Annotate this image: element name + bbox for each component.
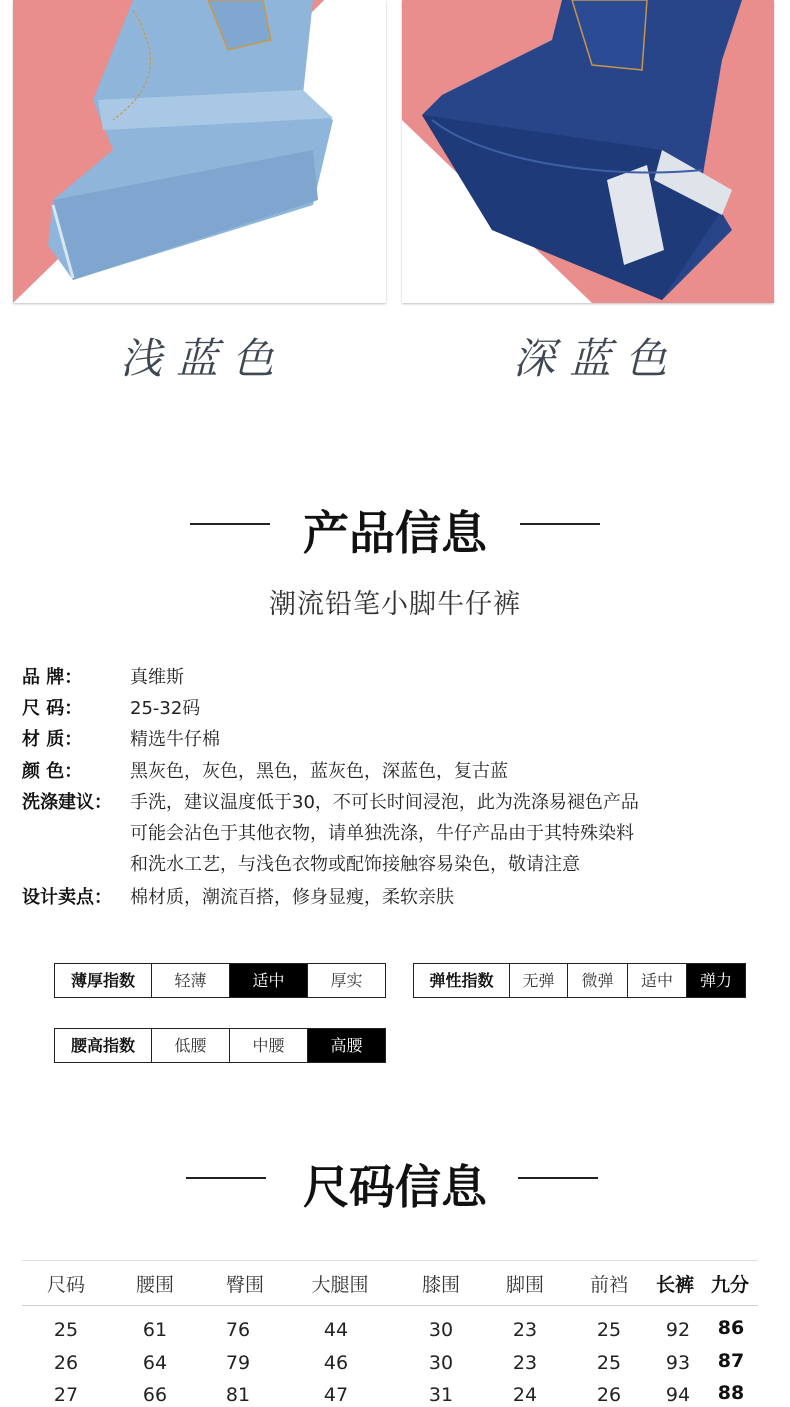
index-option-selected: 适中: [229, 964, 307, 997]
table-cell: 30: [428, 1352, 454, 1374]
product-subtitle: 潮流铅笔小脚牛仔裤: [269, 589, 521, 620]
info-label: 颜 色：: [22, 761, 83, 782]
thickness-index: [54, 963, 386, 998]
table-cell: 46: [323, 1352, 349, 1374]
table-cell: 30: [428, 1319, 454, 1341]
index-option-selected: 弹力: [686, 964, 745, 997]
info-label: 品 牌：: [22, 667, 83, 688]
info-label: 设计卖点：: [22, 887, 112, 908]
info-value: 棉材质，潮流百搭，修身显瘦，柔软亲肤: [130, 887, 454, 908]
col-header-knee: 膝围: [421, 1274, 461, 1296]
table-cell: 26: [53, 1352, 79, 1374]
table-cell: 94: [665, 1384, 691, 1406]
index-option: 无弹: [509, 964, 567, 997]
table-cell: 27: [53, 1384, 79, 1406]
info-label: 洗涤建议：: [22, 792, 112, 813]
info-value: 真维斯: [130, 667, 184, 688]
table-cell: 25: [596, 1319, 622, 1341]
table-cell: 26: [596, 1384, 622, 1406]
index-option: 低腰: [151, 1029, 229, 1062]
col-header-size: 尺码: [46, 1274, 86, 1296]
size-table-header: [22, 1260, 758, 1306]
table-cell: 88: [717, 1382, 745, 1404]
table-cell: 31: [428, 1384, 454, 1406]
care-line: 和洗水工艺，与浅色衣物或配饰接触容易染色，敬请注意: [130, 854, 580, 875]
col-header-ankle: 脚围: [505, 1274, 545, 1296]
info-label: 尺 码：: [22, 698, 83, 719]
col-header-hip: 臀围: [225, 1274, 265, 1296]
info-value: [130, 787, 770, 880]
info-value: 精选牛仔棉: [130, 729, 220, 750]
index-label: 腰高指数: [70, 1036, 135, 1055]
heading-divider-right: [518, 1177, 598, 1179]
table-cell: 44: [323, 1319, 349, 1341]
table-cell: 93: [665, 1352, 691, 1374]
table-cell: 76: [225, 1319, 251, 1341]
elasticity-index: [413, 963, 746, 998]
table-cell: 87: [717, 1350, 745, 1372]
col-header-thigh: 大腿围: [311, 1274, 369, 1296]
table-cell: 81: [225, 1384, 251, 1406]
table-cell: 86: [717, 1317, 745, 1339]
table-cell: 61: [142, 1319, 168, 1341]
product-info-heading: 产品信息: [303, 506, 487, 560]
index-option-selected: 高腰: [307, 1029, 385, 1062]
index-option: 轻薄: [151, 964, 229, 997]
table-cell: 64: [142, 1352, 168, 1374]
heading-divider-right: [520, 523, 600, 525]
info-value: 黑灰色，灰色，黑色，蓝灰色，深蓝色，复古蓝: [130, 761, 508, 782]
care-line: 可能会沾色于其他衣物，请单独洗涤，牛仔产品由于其特殊染料: [130, 823, 634, 844]
care-line: 手洗，建议温度低于30，不可长时间浸泡，此为洗涤易褪色产品: [130, 792, 639, 813]
light-blue-jeans-photo: [13, 0, 386, 303]
col-header-ankle-length: 九分: [710, 1274, 750, 1296]
size-info-heading: 尺码信息: [303, 1160, 487, 1214]
table-cell: 92: [665, 1319, 691, 1341]
index-option: 中腰: [229, 1029, 307, 1062]
dark-blue-caption: 深蓝色: [513, 334, 682, 383]
light-blue-caption: 浅蓝色: [120, 334, 289, 383]
table-cell: 25: [53, 1319, 79, 1341]
col-header-full-length: 长裤: [655, 1274, 695, 1296]
table-cell: 66: [142, 1384, 168, 1406]
table-cell: 23: [512, 1319, 538, 1341]
info-value: 25-32码: [130, 698, 201, 719]
index-option: 厚实: [307, 964, 385, 997]
table-cell: 79: [225, 1352, 251, 1374]
index-label: 薄厚指数: [70, 971, 135, 990]
table-cell: 47: [323, 1384, 349, 1406]
table-cell: 24: [512, 1384, 538, 1406]
table-cell: 25: [596, 1352, 622, 1374]
index-option: 微弹: [567, 964, 627, 997]
waist-index: [54, 1028, 386, 1063]
col-header-front-rise: 前裆: [589, 1274, 629, 1296]
index-label: 弹性指数: [429, 971, 494, 990]
dark-blue-jeans-photo: [402, 0, 774, 303]
index-option: 适中: [627, 964, 686, 997]
table-cell: 23: [512, 1352, 538, 1374]
col-header-waist: 腰围: [135, 1274, 175, 1296]
info-label: 材 质：: [22, 729, 83, 750]
